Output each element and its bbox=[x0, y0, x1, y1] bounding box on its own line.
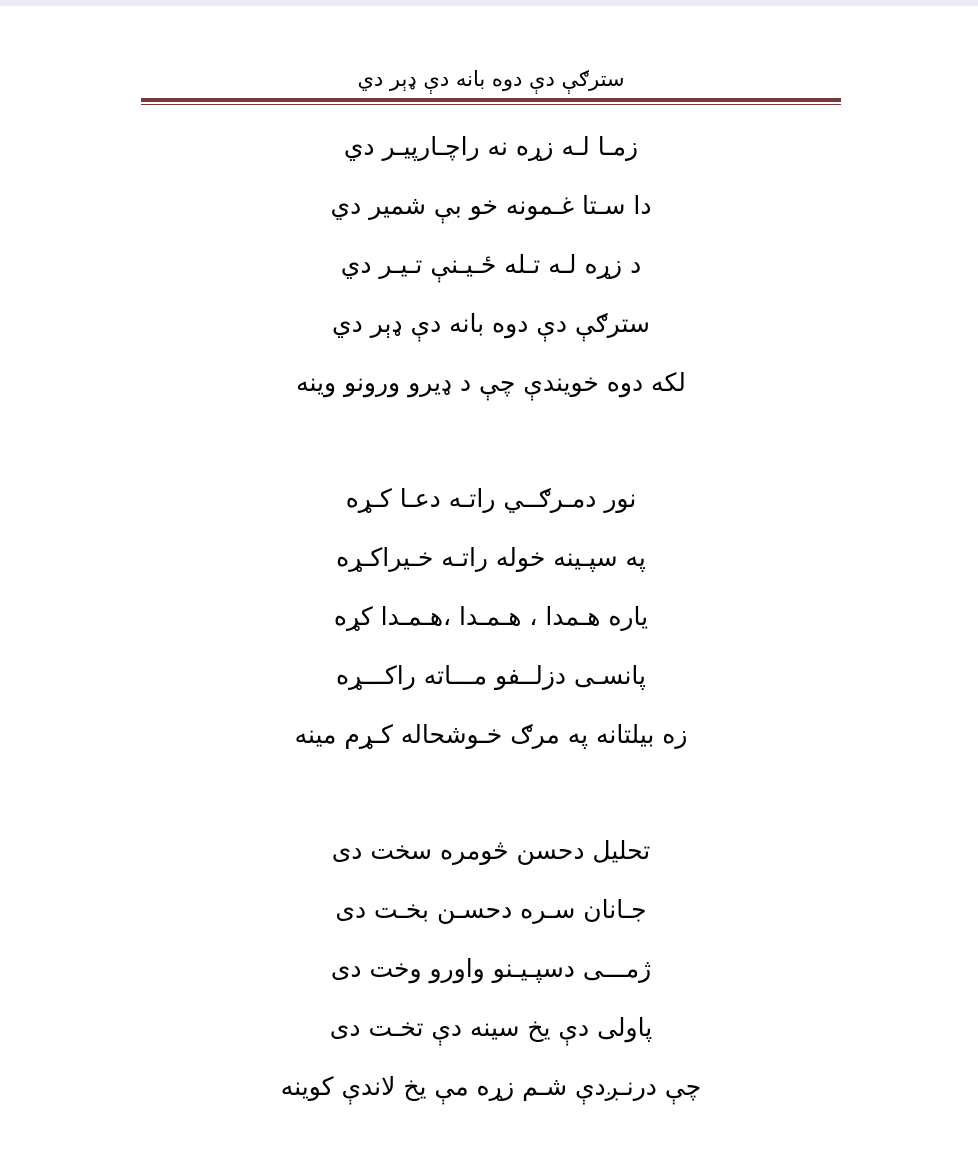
top-strip bbox=[0, 0, 978, 6]
verse-line: په سپـينه خوله راتـه خـيراکـړه bbox=[336, 543, 646, 572]
verse-line: پانسـی دزلــفو مـــاته راکـــړه bbox=[336, 661, 646, 690]
header-rule-thick bbox=[141, 98, 841, 102]
stanza-3 bbox=[141, 821, 841, 1116]
verse-line: لکه دوه خويندې چې د ډيرو ورونو وينه bbox=[296, 368, 686, 397]
verse-line: زمـا لـه زړه نه راچـارپيـر دي bbox=[343, 132, 639, 161]
header-title: سترګې دې دوه بانه دې ډېر دي bbox=[357, 67, 625, 91]
verse-line: جـانان سـره دحسـن بخـت دی bbox=[335, 895, 647, 924]
stanza-1 bbox=[141, 117, 841, 412]
verse-line: تحليل دحسن څومره سخت دی bbox=[331, 836, 651, 865]
verse-line: پاولی دې يخ سينه دې تخـت دی bbox=[329, 1013, 653, 1042]
verse-line: چې درنـږدې شـم زړه مې يخ لاندې کوينه bbox=[280, 1072, 702, 1101]
page-header bbox=[141, 62, 841, 102]
poem-body bbox=[141, 117, 841, 1173]
verse-line: دا سـتا غـمونه خو بې شمير دي bbox=[330, 191, 652, 220]
verse-line: ياره هـمدا ، هـمـدا ،هـمـدا کړه bbox=[333, 602, 649, 631]
verse-line: ژمـــی دسپـيـنو واورو وخت دی bbox=[330, 954, 652, 983]
verse-line: زه بيلتانه په مرګ خـوشحاله کـړم مينه bbox=[294, 720, 688, 749]
stanza-2 bbox=[141, 469, 841, 764]
verse-line: سترګې دې دوه بانه دې ډېر دي bbox=[332, 309, 650, 338]
verse-line: نور دمـرګــي راتـه دعـا کـړه bbox=[345, 484, 637, 513]
verse-line: د زړه لـه تـله ځـيـنې تـيـر دي bbox=[340, 250, 642, 279]
header-rule-thin bbox=[141, 104, 841, 105]
